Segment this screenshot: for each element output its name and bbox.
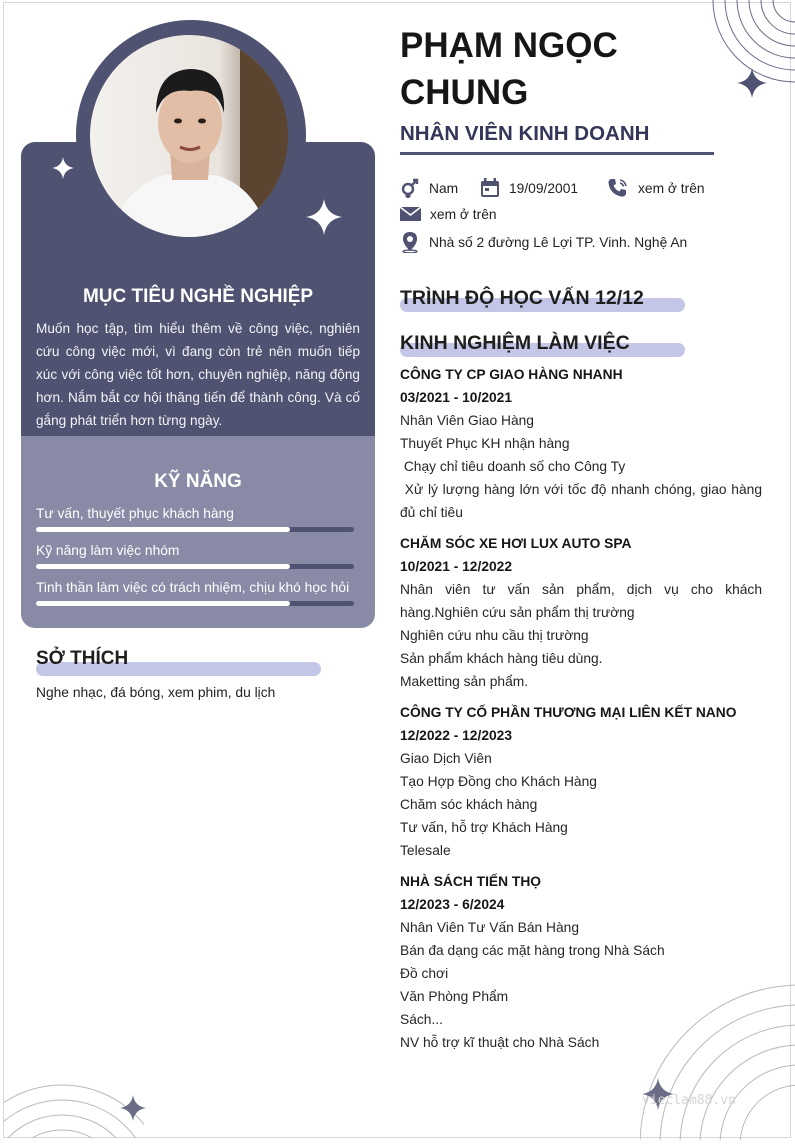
skill-label: Tinh thần làm việc có trách nhiệm, chịu khó học hỏi	[36, 580, 350, 595]
hobbies-heading: SỞ THÍCH	[36, 648, 129, 669]
duty-line: Nhân Viên Tư Vấn Bán Hàng	[400, 920, 580, 935]
sparkle-icon	[120, 1095, 146, 1121]
calendar-icon	[480, 178, 500, 198]
duty-line: Xử lý lượng hàng lớn với tốc độ nhanh chóng, giao hàng đủ chỉ tiêu	[400, 482, 766, 520]
duty-line: Maketting sản phẩm.	[400, 674, 529, 689]
skill-bar-fill	[36, 527, 290, 532]
email-info	[400, 205, 497, 223]
skill-item	[36, 579, 354, 606]
skill-bar	[36, 601, 354, 606]
experience-item	[400, 363, 766, 524]
company-name: CÔNG TY CP GIAO HÀNG NHANH	[400, 367, 623, 382]
duty-line: Bán đa dạng các mặt hàng trong Nhà Sách	[400, 943, 665, 958]
duty-line: Đồ chơi	[400, 966, 449, 981]
skill-item	[36, 505, 354, 532]
duty-line: Giao Dịch Viên	[400, 751, 492, 766]
duty-line: Sản phẩm khách hàng tiêu dùng.	[400, 651, 603, 666]
duty-line: Chạy chỉ tiêu doanh số cho Công Ty	[400, 459, 626, 474]
title-divider	[400, 152, 714, 155]
skill-label: Kỹ năng làm việc nhóm	[36, 543, 180, 558]
work-period: 03/2021 - 10/2021	[400, 390, 513, 405]
email-value: xem ở trên	[430, 206, 497, 222]
gender-info	[400, 178, 458, 198]
duty-line: Văn Phòng Phẩm	[400, 989, 509, 1004]
skill-bar	[36, 527, 354, 532]
experience-item	[400, 701, 762, 862]
education-heading: TRÌNH ĐỘ HỌC VẤN 12/12	[400, 287, 644, 309]
company-name: CÔNG TY CỐ PHẦN THƯƠNG MẠI LIÊN KẾT NANO	[400, 705, 737, 720]
experience-heading: KINH NGHIỆM LÀM VIỆC	[400, 332, 630, 354]
sparkle-icon	[306, 199, 342, 235]
objective-heading: MỤC TIÊU NGHỀ NGHIỆP	[82, 286, 314, 307]
phone-info	[607, 178, 705, 198]
duty-line: Telesale	[400, 843, 451, 858]
duty-line: Chăm sóc khách hàng	[400, 797, 538, 812]
avatar	[90, 35, 288, 237]
birthdate-info	[480, 178, 578, 198]
objective-text: Muốn học tập, tìm hiểu thêm về công việc, nghiên cứu công việc mới, vì đang còn trẻ nên muốn tiếp xúc với công việc tốt hơn, chuyên nghiệp, năng động hơn. Nắm bắt cơ hội thăng tiến để thành công. Và cố gắng phát triển hơn từng ngày.	[36, 321, 360, 428]
address-info	[400, 231, 687, 253]
address-value: Nhà số 2 đường Lê Lợi TP. Vinh. Nghệ An	[429, 234, 688, 250]
candidate-name: PHẠM NGỌC CHUNG	[400, 26, 618, 112]
skill-item	[36, 542, 354, 569]
phone-icon	[607, 178, 629, 198]
skill-bar-fill	[36, 601, 290, 606]
skill-bar-fill	[36, 564, 290, 569]
duty-line: Thuyết Phục KH nhận hàng	[400, 436, 570, 451]
sparkle-icon	[737, 68, 767, 98]
company-name: NHÀ SÁCH TIẾN THỌ	[400, 874, 542, 889]
duty-line: Nhân viên tư vấn sản phẩm, dịch vụ cho khách hàng.Nghiên cứu sản phẩm thị trường	[400, 582, 766, 620]
company-name: CHĂM SÓC XE HƠI LUX AUTO SPA	[400, 536, 632, 551]
skill-bar	[36, 564, 354, 569]
birthdate-value: 19/09/2001	[509, 180, 579, 196]
duty-line: Sách...	[400, 1012, 443, 1027]
experience-item	[400, 870, 762, 1054]
duty-line: Nghiên cứu nhu cầu thị trường	[400, 628, 589, 643]
sparkle-icon	[52, 157, 74, 179]
work-period: 12/2023 - 6/2024	[400, 897, 505, 912]
skills-heading: KỸ NĂNG	[154, 471, 242, 492]
envelope-icon	[400, 205, 421, 223]
gender-value: Nam	[429, 180, 459, 196]
watermark: vieclam88.vn	[642, 1093, 736, 1108]
skill-label: Tư vấn, thuyết phục khách hàng	[36, 506, 234, 521]
duty-line: NV hỗ trợ kĩ thuật cho Nhà Sách	[400, 1035, 600, 1050]
job-title: NHÂN VIÊN KINH DOANH	[400, 122, 650, 145]
gender-icon	[400, 178, 420, 198]
hobbies-text: Nghe nhạc, đá bóng, xem phim, du lịch	[36, 685, 276, 700]
experience-item	[400, 532, 766, 693]
location-pin-icon	[400, 231, 420, 253]
phone-value: xem ở trên	[638, 180, 705, 196]
duty-line: Tư vấn, hỗ trợ Khách Hàng	[400, 820, 568, 835]
work-period: 10/2021 - 12/2022	[400, 559, 513, 574]
duty-line: Nhân Viên Giao Hàng	[400, 413, 534, 428]
work-period: 12/2022 - 12/2023	[400, 728, 513, 743]
duty-line: Tạo Hợp Đồng cho Khách Hàng	[400, 774, 597, 789]
